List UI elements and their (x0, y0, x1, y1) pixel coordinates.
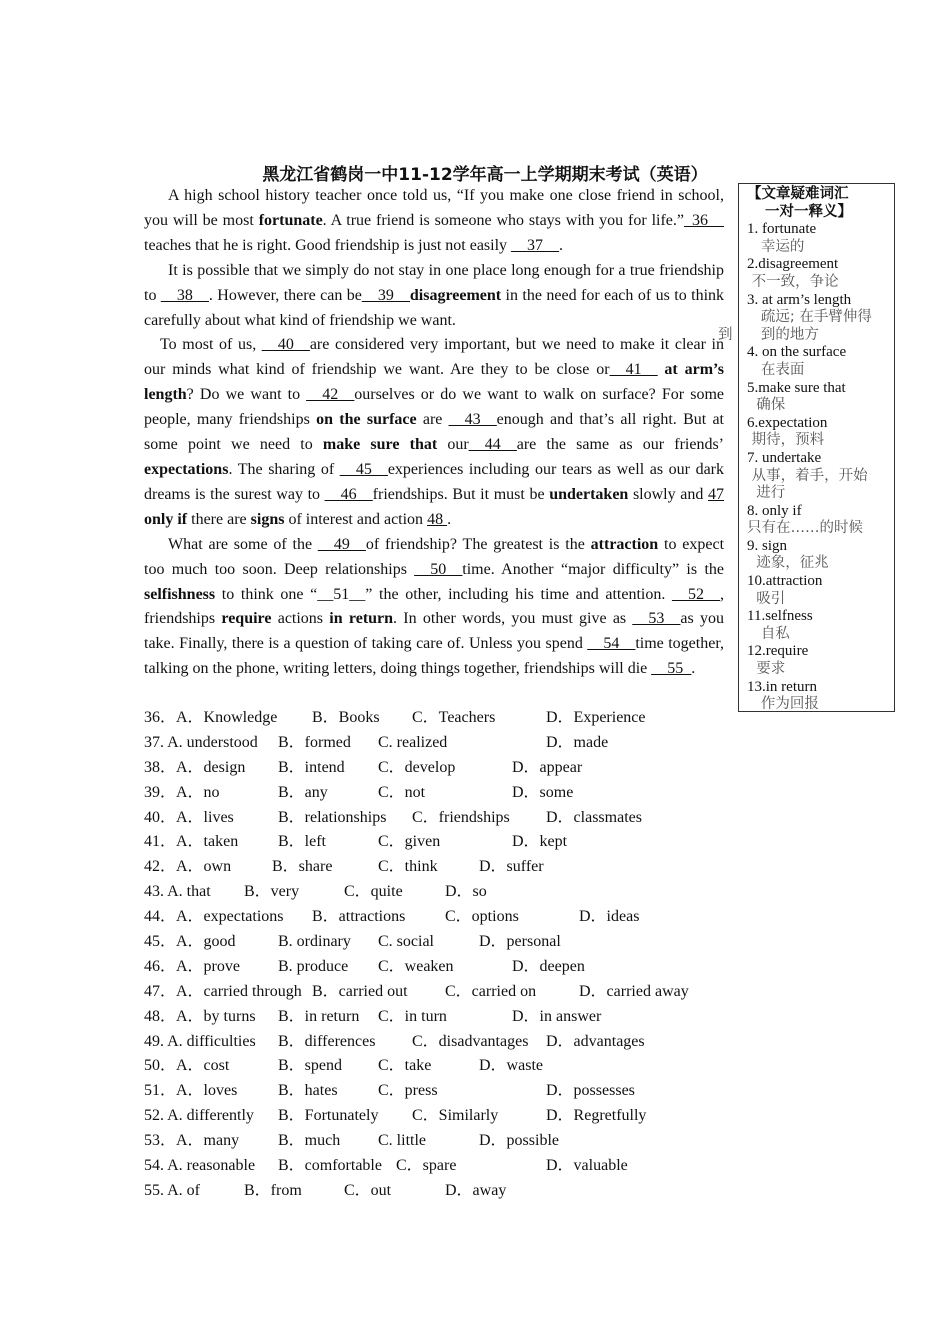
blank-40: __40__ (261, 336, 310, 354)
blank-54: __54__ (587, 635, 636, 653)
vocab-term: 1. fortunate (747, 221, 817, 238)
text: ourselves or do we want to walk on surface? For some people, many friendships (144, 386, 724, 429)
vocab-heading: 【文章疑难词汇 (747, 186, 849, 202)
text: . However, there can be (208, 286, 362, 304)
option-d: D．carried away (579, 982, 689, 1000)
option-row (144, 731, 744, 756)
option-a: 53．A．many (144, 1132, 240, 1150)
option-a: 37. A. understood (144, 733, 258, 751)
text: as you take. Finally, there is a question of taking care of. Unless you spend (144, 610, 725, 653)
option-c: C．in turn (378, 1007, 447, 1025)
vocab-term: 11.selfness (747, 608, 813, 625)
vocab-term: 7. undertake (747, 449, 822, 466)
option-b: B. produce (278, 957, 349, 975)
text: teaches that he is right. Good friendship is just not easily (144, 236, 512, 254)
option-d: D．made (546, 733, 609, 751)
vocab-term: 2.disagreement (747, 256, 839, 273)
blank-49: __49__ (317, 535, 366, 553)
option-d: D．away (445, 1181, 507, 1199)
option-b: B. ordinary (278, 933, 351, 951)
vocab-term: 4. on the surface (747, 344, 847, 361)
option-row (144, 1129, 744, 1154)
vocab-term: 12.require (747, 643, 809, 660)
option-b: B．any (278, 783, 328, 801)
option-b: B．attractions (312, 908, 406, 926)
keyword: signs (250, 510, 285, 528)
text: slowly and (628, 485, 708, 503)
vocab-term: 6.expectation (747, 414, 828, 431)
option-a: 42．A．own (144, 858, 232, 876)
vocab-heading-2: 一对一释义】 (765, 203, 852, 220)
option-a: 45．A．good (144, 933, 236, 951)
blank-52: __52__ (672, 585, 720, 603)
vocab-meaning: 从事，着手，开始 (747, 467, 868, 484)
text: of friendship? The greatest is the (365, 535, 591, 553)
option-b: B．differences (278, 1032, 376, 1050)
option-row (144, 756, 744, 781)
option-row (144, 855, 744, 880)
option-b: B．Fortunately (278, 1107, 379, 1125)
option-c: C. social (378, 933, 434, 951)
text: What are some of the (168, 535, 318, 553)
option-d: D．kept (512, 833, 568, 851)
paragraph-4 (144, 533, 724, 682)
option-b: B．intend (278, 758, 345, 776)
vocab-meaning: 作为回报 (747, 696, 819, 713)
option-d: D．waste (479, 1057, 543, 1075)
keyword: make sure that (322, 436, 438, 454)
option-d: D．Experience (546, 709, 646, 726)
text: there are (187, 510, 251, 528)
vocab-meaning: 到的地方 (747, 326, 819, 343)
option-a: 47．A．carried through (144, 982, 302, 1000)
answer-options (144, 706, 744, 1204)
blank-50: __50__ (414, 560, 463, 578)
vocab-meaning: 只有在……的时候 (747, 520, 863, 537)
option-c: C．friendships (412, 808, 510, 826)
option-c: C．disadvantages (412, 1032, 529, 1050)
option-b: B．share (272, 858, 333, 876)
option-row (144, 1030, 744, 1055)
keyword: disagreement (409, 286, 502, 304)
option-d: D．in answer (512, 1007, 602, 1025)
option-c: C．out (344, 1181, 392, 1199)
option-d: D．possible (479, 1132, 560, 1150)
paragraph-1 (144, 184, 724, 259)
option-b: B．left (278, 833, 326, 851)
option-c: C．not (378, 783, 426, 801)
option-a: 38．A．design (144, 758, 246, 776)
keyword: require (221, 610, 272, 628)
text: time. Another “major difficulty” is the (462, 560, 724, 578)
vocab-meaning: 自私 (747, 625, 790, 642)
vocab-term: 10.attraction (747, 573, 823, 590)
option-d: D．advantages (546, 1032, 645, 1050)
option-d: D．so (445, 883, 487, 901)
text: are the same as our friends’ (516, 436, 725, 454)
option-row (144, 980, 744, 1005)
option-c: C．Teachers (412, 709, 496, 726)
text: . (559, 236, 564, 254)
vocab-term: 3. at arm’s length (747, 291, 852, 308)
option-a: 40．A．lives (144, 808, 234, 826)
option-a: 52. A. differently (144, 1107, 254, 1125)
option-a: 50．A．cost (144, 1057, 230, 1075)
vocab-meaning: 幸运的 (747, 238, 805, 255)
text: experiences including our tears as well as our dark dreams is the surest way to (144, 460, 725, 503)
option-row (144, 930, 744, 955)
option-b: B．spend (278, 1057, 343, 1075)
keyword: in return (329, 610, 394, 628)
paragraph-2 (144, 259, 724, 334)
blank-38: __38__ (160, 286, 209, 304)
option-a: 39．A．no (144, 783, 220, 801)
option-row (144, 806, 744, 831)
option-d: D．personal (479, 933, 561, 951)
blank-47: 47 (708, 485, 724, 503)
option-b: B．much (278, 1132, 341, 1150)
option-a: 48．A．by turns (144, 1007, 256, 1025)
text: actions (271, 610, 330, 628)
keyword: fortunate (258, 211, 323, 229)
blank-43: __43__ (448, 411, 497, 429)
vocab-term: 8. only if (747, 502, 802, 519)
option-a: 43. A. that (144, 883, 211, 901)
option-d: D．suffer (479, 858, 544, 876)
option-row (144, 880, 744, 905)
text: , friendships (144, 585, 724, 628)
option-c: C．options (445, 908, 519, 926)
text: A high school history teacher once told us, “If you make one close friend in school, you will be most (144, 187, 724, 229)
blank-53: __53__ (632, 610, 681, 628)
text: . A true friend is someone who stays with you for life.” (322, 211, 684, 229)
option-c: C．develop (378, 758, 456, 776)
option-row (144, 1179, 744, 1204)
blank-46: __46__ (324, 485, 373, 503)
keyword: only if (144, 510, 188, 528)
option-c: C．carried on (445, 982, 537, 1000)
reading-passage (144, 184, 724, 682)
option-row (144, 1154, 744, 1179)
vocab-meaning: 期待，预料 (747, 432, 825, 449)
text: ? Do we want to (186, 386, 307, 404)
blank-39: __39__ (361, 286, 410, 304)
blank-41: __41__ (609, 361, 658, 379)
text: time together, talking on the phone, writing letters, doing things together, friendships will die (144, 635, 725, 678)
option-d: D．possesses (546, 1082, 635, 1100)
option-b: B．in return (278, 1007, 360, 1025)
option-a: 44．A．expectations (144, 908, 284, 926)
vocab-term: 9. sign (747, 537, 788, 554)
text: It is possible that we simply do not stay in one place long enough for a true friendship to (144, 261, 724, 304)
option-d: D．ideas (579, 908, 640, 926)
option-b: B．formed (278, 733, 351, 751)
blank-44: __44__ (468, 436, 517, 454)
vocab-term: 13.in return (747, 678, 817, 695)
option-c: C．weaken (378, 957, 454, 975)
vocab-meaning: 在表面 (747, 361, 805, 378)
option-d: D．appear (512, 758, 583, 776)
option-a: 55. A. of (144, 1181, 200, 1199)
option-row (144, 1054, 744, 1079)
vocab-meaning: 迹象，征兆 (747, 555, 829, 572)
option-row (144, 1079, 744, 1104)
option-row (144, 781, 744, 806)
text: . (691, 660, 696, 678)
option-b: B．from (244, 1181, 302, 1199)
keyword: undertaken (549, 485, 629, 503)
text: of interest and action (284, 510, 428, 528)
option-a: 49. A. difficulties (144, 1032, 256, 1050)
blank-55: __55_ (651, 660, 692, 678)
option-d: D．deepen (512, 957, 585, 975)
vocab-meaning: 要求 (747, 661, 786, 678)
option-d: D．Regretfully (546, 1107, 647, 1125)
vocab-meaning: 不一致，争论 (747, 273, 839, 290)
vocab-meaning: 进行 (747, 485, 786, 502)
option-d: D．valuable (546, 1157, 628, 1175)
keyword: at arm’s length (144, 361, 725, 404)
option-a: 46．A．prove (144, 957, 240, 975)
keyword: attraction (590, 535, 659, 553)
option-b: B．hates (278, 1082, 338, 1100)
option-row (144, 1104, 744, 1129)
text: in the need for each of us to think carefully about what kind of friendship we want. (144, 286, 725, 329)
option-row (144, 1005, 744, 1030)
text: . The sharing of (228, 460, 340, 478)
vocab-meaning: 确保 (747, 397, 786, 414)
option-d: D．some (512, 783, 574, 801)
option-a: 36．A．Knowledge (144, 709, 278, 726)
option-c: C. realized (378, 733, 448, 751)
stray-char: 到 (718, 327, 733, 343)
text: friendships. But it must be (372, 485, 550, 503)
option-b: B．carried out (312, 982, 408, 1000)
option-c: C．think (378, 858, 438, 876)
page-title: 黑龙江省鹤岗一中11-12学年高一上学期期末考试（英语） (262, 165, 708, 185)
option-c: C．quite (344, 883, 403, 901)
option-row (144, 706, 744, 731)
option-c: C．press (378, 1082, 438, 1100)
blank-37: __37__ (511, 236, 560, 254)
option-a: 51．A．loves (144, 1082, 238, 1100)
text: . In other words, you must give as (393, 610, 633, 628)
text: enough and that’s all right. But at some point we need to (144, 411, 725, 454)
keyword: expectations (144, 460, 229, 478)
vocab-meaning: 疏远; 在手臂伸得 (747, 309, 872, 326)
option-c: C．Similarly (412, 1107, 499, 1125)
text: To most of us, (160, 336, 262, 354)
option-b: B．Books (312, 709, 380, 726)
text: . (447, 510, 452, 528)
text: to expect too much too soon. Deep relationships (144, 535, 725, 578)
option-a: 54. A. reasonable (144, 1157, 256, 1175)
keyword: on the surface (316, 411, 417, 429)
option-c: C. little (378, 1132, 426, 1150)
text: are (416, 411, 449, 429)
option-row (144, 830, 744, 855)
option-c: C．spare (396, 1157, 457, 1175)
option-c: C．given (378, 833, 441, 851)
keyword: selfishness (144, 585, 216, 603)
text: are considered very important, but we need to make it clear in our minds what kind of friendship we want. Are they to be close or (144, 336, 724, 379)
vocab-meaning: 吸引 (747, 590, 786, 607)
blank-45: __45__ (339, 460, 388, 478)
text: to think one “__51__” the other, including his time and attention. (215, 585, 672, 603)
option-d: D．classmates (546, 808, 642, 826)
option-b: B．very (244, 883, 300, 901)
option-c: C．take (378, 1057, 432, 1075)
option-row (144, 905, 744, 930)
text: our (437, 436, 469, 454)
option-b: B．comfortable (278, 1157, 382, 1175)
paragraph-3 (144, 333, 724, 532)
blank-36: _36__ (684, 211, 724, 229)
option-b: B．relationships (278, 808, 387, 826)
blank-42: __42__ (306, 386, 355, 404)
option-a: 41．A．taken (144, 833, 239, 851)
vocab-term: 5.make sure that (747, 379, 846, 396)
vocabulary-box (738, 183, 895, 712)
option-row (144, 955, 744, 980)
blank-48: 48 (427, 510, 448, 528)
